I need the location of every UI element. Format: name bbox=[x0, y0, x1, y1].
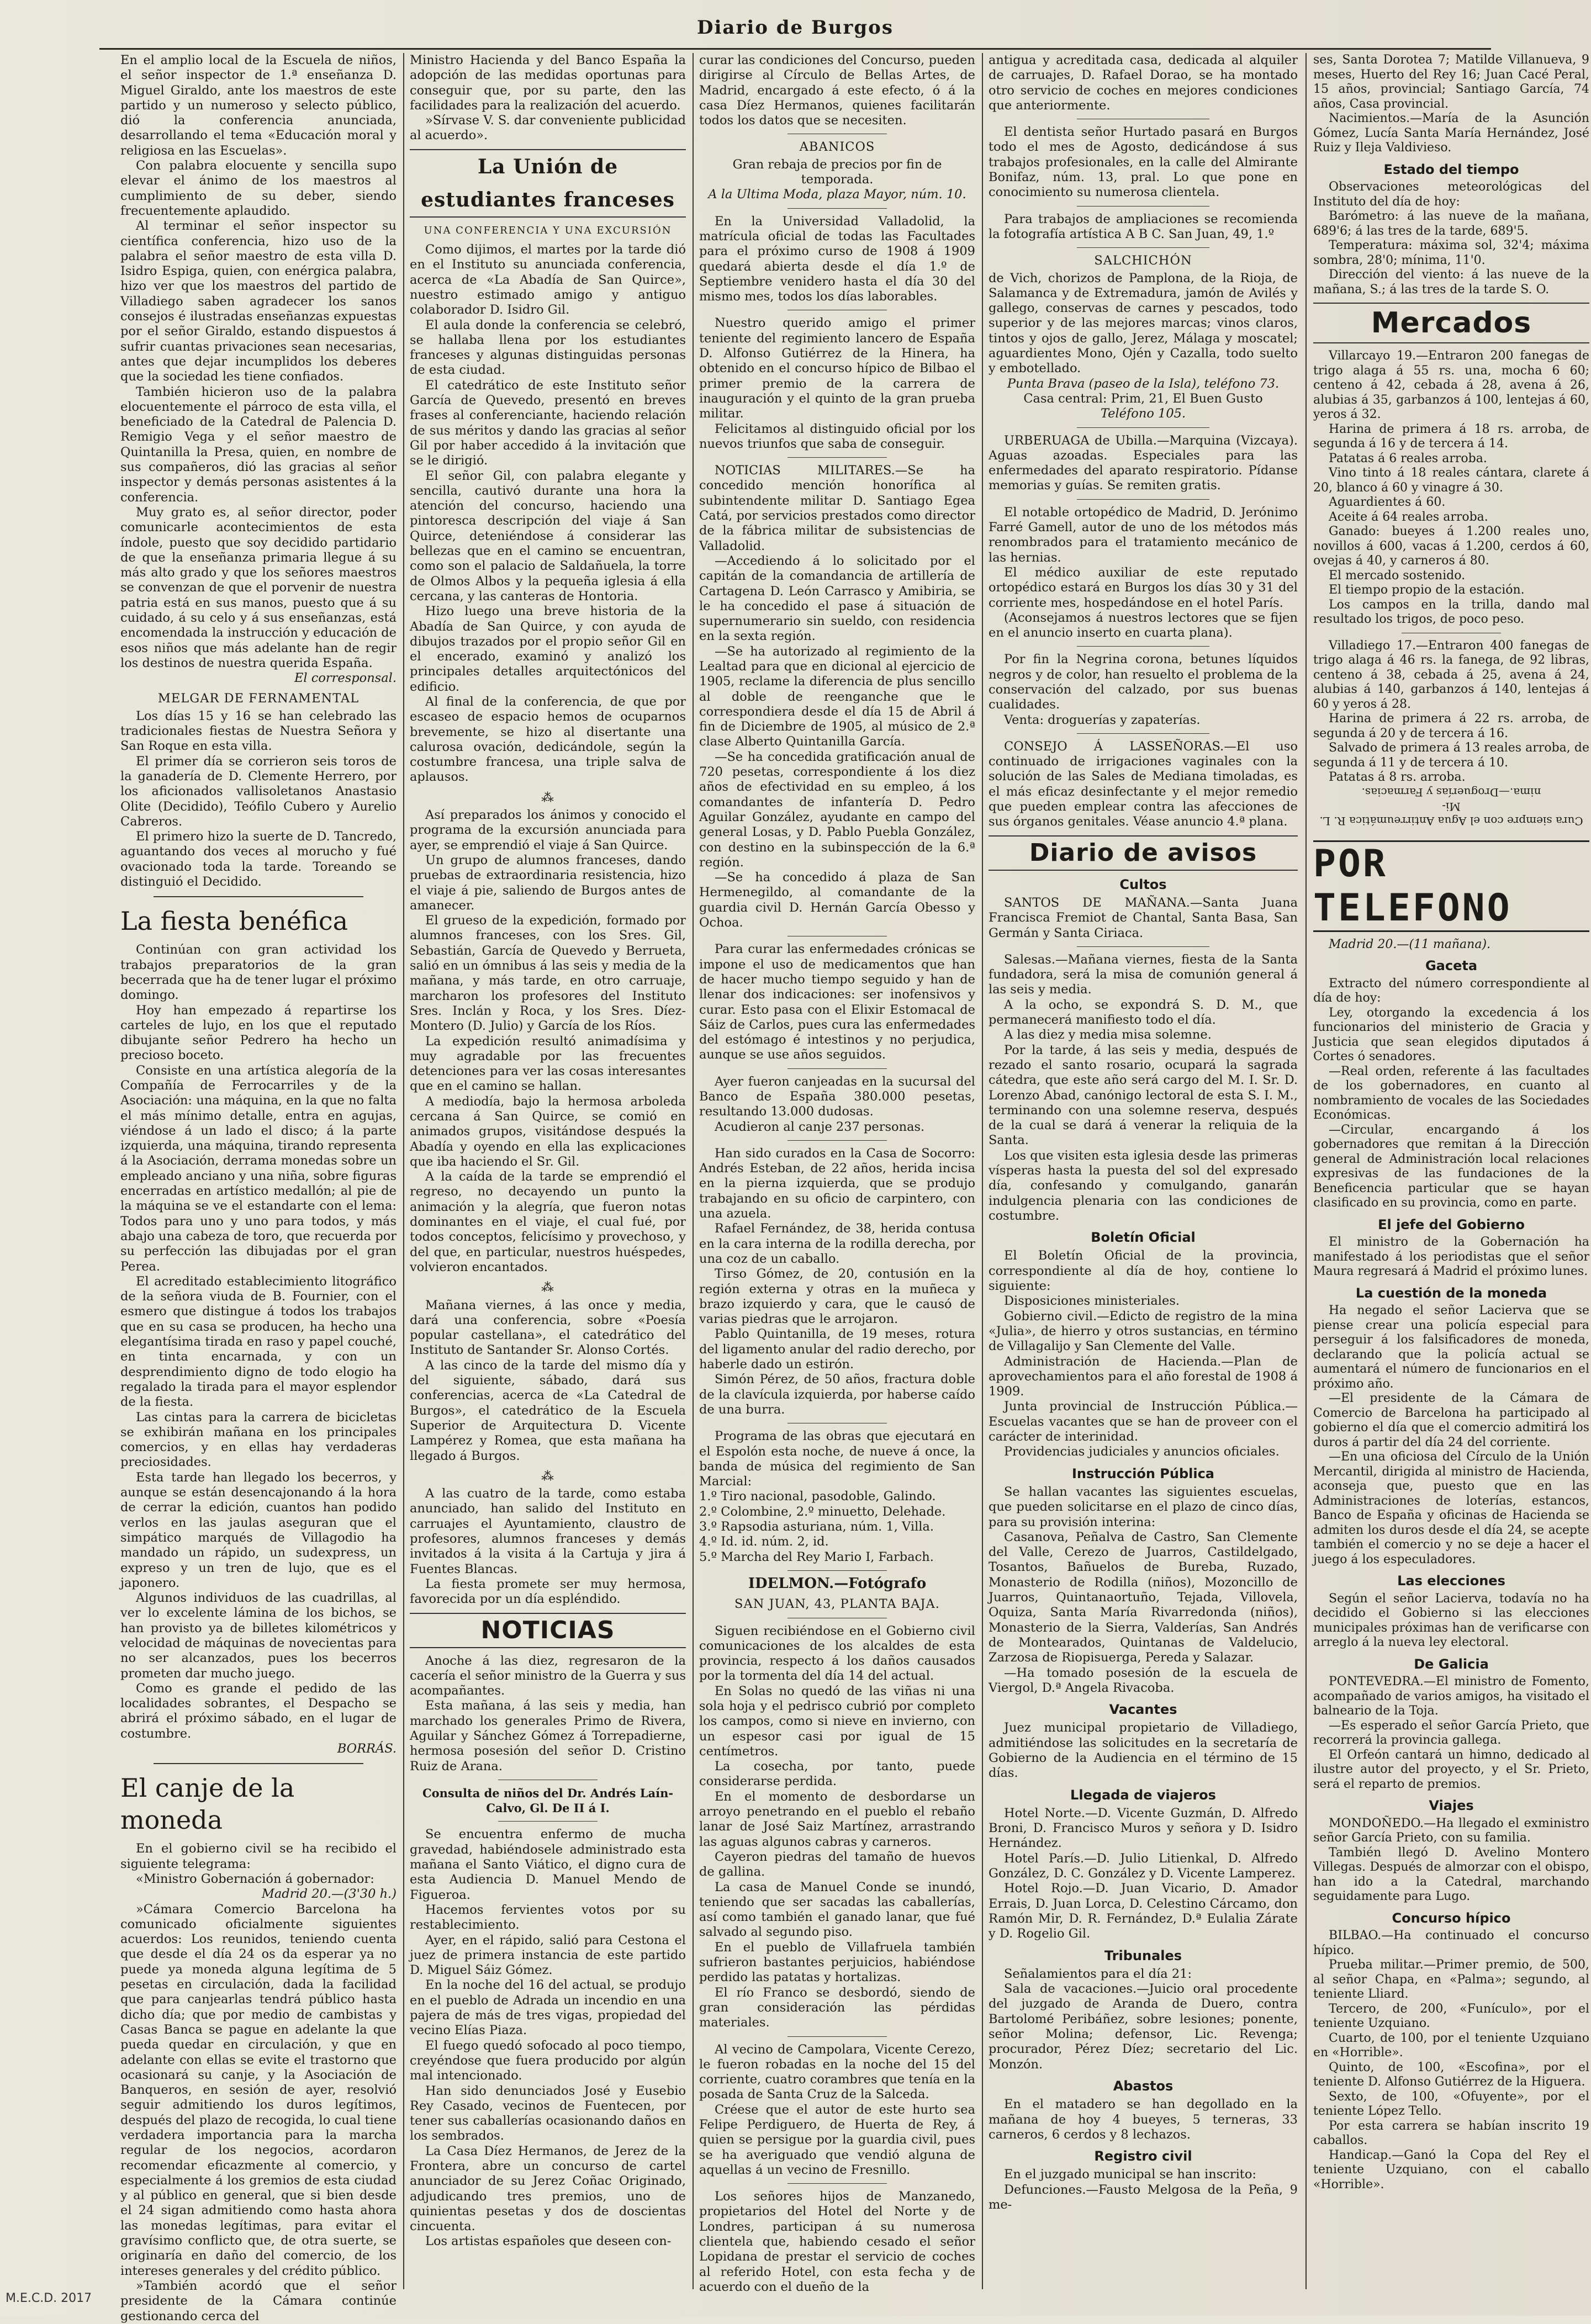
column-divider bbox=[982, 53, 983, 2289]
paragraph: Temperatura: máxima sol, 32'4; máxima sombra, 28'0; mínima, 11'0. bbox=[1313, 239, 1589, 267]
paragraph: Nacimientos.—María de la Asunción Gómez, Lucía Santa María Hernández, José Ruiz y Ileja Valdivieso. bbox=[1313, 112, 1589, 155]
column-divider bbox=[693, 53, 694, 2289]
headline-mercados: Mercados bbox=[1313, 303, 1589, 343]
paragraph: Tirso Gómez, de 20, contusión en la región externa y otras en la muñeca y brazo izquierdo y cara, que le causó de varias piedras que le arrojaron. bbox=[699, 1267, 975, 1327]
paragraph: Los días 15 y 16 se han celebrado las tradicionales fiestas de Nuestra Señora y San Roque en esta villa. bbox=[120, 708, 397, 754]
separator bbox=[787, 2036, 887, 2037]
section-galicia: De Galicia bbox=[1414, 1656, 1489, 1672]
paragraph: Al terminar el señor inspector su científica conferencia, hizo uso de la palabra el señor maestro de esta villa D. Isidro Espiga, quien, con enérgica palabra, hizo ver que los maestros del partido de Villadiego saben agradecer los sanos consejos é ilustradas enseñanzas expuestas por el señor Giraldo, estando dispuestos á sufrir cuantas privaciones sean necesarias, antes que dejar incumplidos los deberes que la sociedad les tiene confiados. bbox=[120, 219, 397, 384]
section-tribunales: Tribunales bbox=[1104, 1947, 1182, 1963]
paragraph: Ganado: bueyes á 1.200 reales uno, novillos á 600, vacas á 1.200, cerdos á 60, ovejas á 40, y carneros á 80. bbox=[1313, 525, 1589, 568]
separator bbox=[787, 208, 887, 209]
column-1 bbox=[120, 53, 397, 2323]
paragraph: Disposiciones ministeriales. bbox=[1004, 1294, 1180, 1309]
ad-consulta-ninos: Consulta de niños del Dr. Andrés Laín-Calvo, Gl. De II á I. bbox=[422, 1786, 674, 1815]
paragraph: El dentista señor Hurtado pasará en Burgos todo el mes de Agosto, dedicándose á sus trabajos profesionales, en la calle del Almirante Bonifaz, núm. 13, pral. Lo que pone en conocimiento su numerosa clientela. bbox=[989, 125, 1298, 200]
paragraph: (Aconsejamos á nuestros lectores que se fijen en el anuncio inserto en cuarta plana). bbox=[989, 610, 1298, 640]
program-item: 1.º Tiro nacional, pasodoble, Galindo. bbox=[699, 1489, 936, 1504]
program-item: 2.º Colombine, 2.º minuetto, Delehade. bbox=[699, 1504, 946, 1519]
paragraph: Muy grato es, al señor director, poder comunicarle acontecimientos de esta índole, puesto que soy decidido partidario de que la enseñanza primaria llegue á su más alto grado y que los señores maestros se convenzan de que el porvenir de nuestra patria está en sus manos, puesto que á su cuidado, á su celo y á sus enseñanzas, está encomendada la instrucción y educación de esos niños que más adelante han de regir los destinos de nuestra querida España. bbox=[120, 505, 397, 670]
paragraph: El primer día se corrieron seis toros de la ganadería de D. Clemente Herrero, por los aficionados vallisoletanos Anastasio Olite (Decidido), Teófilo Cubero y Aurelio Cabreros. bbox=[120, 754, 397, 829]
paragraph: PONTEVEDRA.—El ministro de Fomento, acompañado de varios amigos, ha visitado el balneario de la Toja. bbox=[1313, 1675, 1589, 1718]
article-teachers-conference bbox=[120, 53, 397, 686]
section-boletin: Boletín Oficial bbox=[1091, 1230, 1196, 1246]
paragraph: Junta provincial de Instrucción Pública.—Escuelas vacantes que se han de proveer con el carácter de interinidad. bbox=[989, 1399, 1298, 1444]
band-program bbox=[699, 1489, 975, 1564]
ad-line: IDELMON.—Fotógrafo bbox=[748, 1575, 927, 1592]
ad-line: Punta Brava (paseo de la Isla), teléfono 73. bbox=[1007, 376, 1280, 391]
paragraph: Casanova, Peñalva de Castro, San Clemente del Valle, Cerezo de Juarros, Castildelgado, Tosantos, Bañuelos de Bureba, Ruzado, Monasterio de Rodilla (niños), Mozoncillo de Juarros, Quintanaortuño, Tejada, Villovela, Oquiza, Santa María Rivarredonda (niños), Monasterio de la Sierra, Valderías, San Andrés de Montearados, Quintanas de Valdelucio, Zarzosa de Riopisuerga, Pereda y Salazar. bbox=[989, 1529, 1298, 1665]
masthead-rule bbox=[99, 48, 1491, 50]
paragraph: Pablo Quintanilla, de 19 meses, rotura del ligamento anular del radio derecho, por haberle dado un estirón. bbox=[699, 1327, 975, 1372]
paragraph: Harina de primera á 22 rs. arroba, de segunda á 20 y de tercera á 16. bbox=[1313, 712, 1589, 740]
article-canje-moneda bbox=[120, 1841, 397, 2324]
paragraph: El acreditado establecimiento litográfico de la señora viuda de B. Fournier, con el esmero que distingue á todos los trabajos que en su casa se producen, ha hecho una elegantísima tirada en raso y papel couché, en tinta encarnada, y con un desprendimiento digno de todo elogio ha regalado la tirada para el mayor esplendor de la fiesta. bbox=[120, 1274, 397, 1410]
paragraph: Ministro Hacienda y del Banco España la adopción de las medidas oportunas para conseguir que, por su parte, den las facilidades para la realización del acuerdo. bbox=[410, 53, 686, 113]
ad-text: de Vich, chorizos de Pamplona, de la Rioja, de Salamanca y de Extremadura, jamón de Avilés y gallego, conservas de carnes y pescados, todo superior y de las mejores marcas; vinos claros, tintos y ojos de gallo, Jerez, Málaga y moscatel; aguardientes Mono, Ojén y Cazalla, todo suelto y embotellado. bbox=[989, 271, 1298, 376]
paragraph: Observaciones meteorológicas del Instituto del día de hoy: bbox=[1313, 180, 1589, 209]
paragraph: Hotel Rojo.—D. Juan Vicario, D. Amador Errais, D. Juan Lorca, D. Celestino Cárcamo, don Ramón Mir, D. R. Fernández, D.ª Eulalia Zárate y D. Rogelio Gil. bbox=[989, 1881, 1298, 1941]
paragraph: Han sido curados en la Casa de Socorro: Andrés Esteban, de 22 años, herida incisa en la pierna izquierda, que se produjo trabajando en su oficio de carpintero, con una azuela. bbox=[699, 1146, 975, 1221]
program-item: 3.º Rapsodia asturiana, núm. 1, Villa. bbox=[699, 1520, 934, 1534]
paragraph: La cosecha, por tanto, puede considerarse perdida. bbox=[699, 1759, 975, 1789]
paragraph: El señor Gil, con palabra elegante y sencilla, cautivó durante una hora la atención del concurso, haciendo una pintoresca descripción del viaje á San Quirce, deteniéndose á considerar las bellezas que en el camino se encuentran, como son el palacio de Saldañuela, la torre de Olmos Albos y la pequeña iglesia á ella cercana, y las canteras de Hontoria. bbox=[410, 468, 686, 604]
separator bbox=[1077, 247, 1209, 248]
ad-salchichon bbox=[989, 253, 1298, 421]
ad-line: Cura siempre con el Agua Antirreumática R. L. Mi- bbox=[1319, 800, 1583, 828]
paragraph: En el juzgado municipal se han inscrito: bbox=[1004, 2167, 1256, 2182]
paragraph: Aguardientes á 60. bbox=[1329, 495, 1446, 509]
asterism: ⁂ bbox=[541, 1469, 554, 1484]
vertical-ad-space bbox=[1313, 785, 1589, 835]
separator bbox=[787, 2183, 887, 2184]
section-viajeros: Llegada de viajeros bbox=[1070, 1787, 1216, 1803]
paragraph: Esta mañana, á las seis y media, han marchado los generales Primo de Rivera, Aguilar y Sánchez Gómez á Torrepadierne, hermosa posesión del señor D. Cristino Ruiz de Arana. bbox=[410, 1698, 686, 1774]
paragraph: Sala de vacaciones.—Juicio oral procedente del juzgado de Aranda de Duero, contra Bartolomé Peribáñez, sobre lesiones; ponente, señor Molina; defensor, Lic. Revenga; procurador, Pérez Díez; secretario del Lic. Monzón. bbox=[989, 1982, 1298, 2072]
article-melgar bbox=[120, 709, 397, 890]
separator bbox=[1077, 206, 1209, 207]
ad-line: Gran rebaja de precios por fin de temporada. bbox=[732, 157, 942, 187]
paragraph: Las cintas para la carrera de bicicletas se exhibirán mañana en los principales comercios, y en ellas hay verdaderas preciosidades. bbox=[120, 1410, 397, 1470]
paragraph: Por la tarde, á las seis y media, después de rezado el santo rosario, ocupará la sagrada cátedra, que este año será cargo del M. I. Sr. D. Lorenzo Abad, canónigo lectoral de esta S. I. M., terminando con una solemne reserva, después de la cual se dará á venerar la reliquia de la Santa. bbox=[989, 1042, 1298, 1148]
paragraph: —Se ha concedida gratificación anual de 720 pesetas, correspondiente á los diez años de efectividad en su empleo, á los comandantes de infantería D. Pedro Aguilar González, ayudante en campo del general Losas, y D. Pablo Puebla González, con destino en la subinspección de la 6.ª región. bbox=[699, 749, 975, 870]
section-elecciones: Las elecciones bbox=[1397, 1573, 1505, 1589]
paragraph: En el pueblo de Villafruela también sufrieron bastantes perjuicios, habiéndose perdido las patatas y hortalizas. bbox=[699, 1940, 975, 1985]
paragraph: Administración de Hacienda.—Plan de aprovechamientos para el año forestal de 1908 á 1909. bbox=[989, 1354, 1298, 1399]
paragraph: Siguen recibiéndose en el Gobierno civil comunicaciones de los alcaldes de esta provincia, respecto á los daños causados por la tormenta del día 14 del actual. bbox=[699, 1623, 975, 1684]
signature: El corresponsal. bbox=[294, 671, 397, 686]
paragraph: Anoche á las diez, regresaron de la cacería el señor ministro de la Guerra y sus acompañantes. bbox=[410, 1653, 686, 1698]
paragraph: El ministro de la Gobernación ha manifestado á los periodistas que el señor Maura regresará á Madrid el próximo lunes. bbox=[1313, 1235, 1589, 1278]
section-instruccion: Instrucción Pública bbox=[1071, 1465, 1215, 1481]
article-noticias bbox=[410, 1654, 686, 2249]
paragraph: Juez municipal propietario de Villadiego, admitiéndose las solicitudes en la secretaría de Gobierno de la Audiencia en el término de 15 días. bbox=[989, 1720, 1298, 1781]
paragraph: La expedición resultó animadísima y muy agradable por las frecuentes detenciones para ver las cosas interesantes que en el camino se hallan. bbox=[410, 1034, 686, 1094]
paragraph: —Real orden, referente á las facultades de los gobernadores, en cuanto al nombramiento de vocales de las Sociedades Económicas. bbox=[1313, 1064, 1589, 1122]
section-tiempo: Estado del tiempo bbox=[1383, 161, 1519, 177]
paragraph: Cuarto, de 100, por el teniente Uzquiano en «Horrible». bbox=[1313, 2031, 1589, 2060]
section-gaceta: Gaceta bbox=[1425, 958, 1478, 973]
paragraph: También hicieron uso de la palabra elocuentemente el párroco de esta villa, el beneficiado de la Catedral de Palencia D. Remigio Vega y el señor maestro de Quintanilla la Presa, quien, en nombre de sus compañeros, dió las gracias al señor inspector y demás personas asistentes á la conferencia. bbox=[120, 384, 397, 505]
ad-title: SALCHICHÓN bbox=[1094, 253, 1192, 268]
paragraph: Sexto, de 100, «Ofuyente», por el teniente López Tello. bbox=[1313, 2089, 1589, 2118]
paragraph: Quinto, de 100, «Escofina», por el teniente D. Alfonso Gutiérrez de la Higuera. bbox=[1313, 2060, 1589, 2089]
section-viajes: Viajes bbox=[1429, 1798, 1474, 1813]
ad-idelmon bbox=[699, 1576, 975, 1612]
paragraph: El Boletín Oficial de la provincia, correspondiente al día de hoy, contiene lo siguiente: bbox=[989, 1248, 1298, 1294]
paragraph: Harina de primera á 18 rs. arroba, de segunda á 16 y de tercera á 14. bbox=[1313, 422, 1589, 451]
paragraph: Por esta carrera se habían inscrito 19 caballos. bbox=[1313, 2119, 1589, 2147]
program-item: 5.º Marcha del Rey Mario I, Farbach. bbox=[699, 1549, 934, 1564]
paragraph: Hizo luego una breve historia de la Abadía de San Quirce, y con ayuda de dibujos trazados por el propio señor Gil en el encerado, examinó y analizó los principales detalles arquitectónicos del edificio. bbox=[410, 604, 686, 694]
separator bbox=[1077, 733, 1209, 734]
paragraph: Tercero, de 200, «Funículo», por el teniente Uzquiano. bbox=[1313, 2002, 1589, 2030]
paragraph: A mediodía, bajo la hermosa arboleda cercana á San Quirce, se comió en animados grupos, visitándose después la Abadía y oyendo en ella las explicaciones que iba haciendo el Sr. Gil. bbox=[410, 1094, 686, 1169]
paragraph: —Circular, encargando á los gobernadores que remitan á la Dirección general de Administración local relaciones expresivas de las fundaciones de la Beneficencia particular que se hayan clasificado en su provincia, como en parte. bbox=[1313, 1123, 1589, 1210]
paragraph: La casa de Manuel Conde se inundó, teniendo que ser sacadas las caballerías, así como también el ganado lanar, que fué salvado al segundo piso. bbox=[699, 1880, 975, 1940]
paragraph: El notable ortopédico de Madrid, D. Jerónimo Farré Gamell, autor de uno de los métodos más renombrados para el tratamiento mecánico de las hernias. bbox=[989, 505, 1298, 565]
column-divider bbox=[1305, 53, 1307, 2289]
paragraph: Ayer fueron canjeadas en la sucursal del Banco de España 380.000 pesetas, resultando 13.000 dudosas. bbox=[699, 1074, 975, 1119]
paragraph: En la Universidad Valladolid, la matrícula oficial de todas las Facultades para el próximo curso de 1908 á 1909 quedará abierta desde el día 1.º de Septiembre venidero hasta el día 30 del mismo mes, todos los días laborables. bbox=[699, 214, 975, 304]
paragraph: Cayeron piedras del tamaño de huevos de gallina. bbox=[699, 1849, 975, 1880]
paragraph: «Ministro Gobernación á gobernador: bbox=[136, 1871, 374, 1886]
paragraph: Hoy han empezado á repartirse los carteles de lujo, en los que el reputado dibujante señor Pedrero ha hecho un precioso boceto. bbox=[120, 1003, 397, 1063]
paragraph: Ha negado el señor Lacierva que se piense crear una policía especial para perseguir á los falsificadores de moneda, declarando que la policía actual se aumentará el número de funcionarios en el próximo año. bbox=[1313, 1304, 1589, 1391]
paragraph: Salesas.—Mañana viernes, fiesta de la Santa fundadora, será la misa de comunión general á las seis y media. bbox=[989, 952, 1298, 997]
paragraph: Hotel París.—D. Julio Litienkal, D. Alfredo González, D. C. González y D. Vicente Lamperez. bbox=[989, 1851, 1298, 1881]
paragraph: El aula donde la conferencia se celebró, se hallaba llena por los estudiantes franceses y algunas distinguidas personas de esta ciudad. bbox=[410, 317, 686, 378]
vertical-ad-agua-antirreumatica bbox=[1313, 785, 1589, 836]
paragraph: —En una oficiosa del Círculo de la Unión Mercantil, dirigida al ministro de Hacienda, aconseja que, puesto que en las Administraciones de loterías, estancos, Banco de España y oficinas de Hacienda se admiten los duros desde el día 24, se acepte también el comercio y no se deje a hacer el juego á los especuladores. bbox=[1313, 1450, 1589, 1566]
column-divider bbox=[403, 53, 404, 2289]
paragraph: Por fin la Negrina corona, betunes líquidos negros y de color, han resuelto el problema de la conservación del calzado, por sus buenas cualidades. bbox=[989, 652, 1298, 712]
paragraph: Felicitamos al distinguido oficial por los nuevos triunfos que saba de conseguir. bbox=[699, 421, 975, 451]
separator bbox=[154, 1763, 363, 1764]
paragraph: En la noche del 16 del actual, se produjo en el pueblo de Adrada un incendio en una pajera de más de tres vigas, propiedad del vecino Elías Piaza. bbox=[410, 1978, 686, 2038]
headline-canje-moneda: El canje de la moneda bbox=[120, 1773, 295, 1835]
separator bbox=[1077, 646, 1209, 647]
paragraph: URBERUAGA de Ubilla.—Marquina (Vizcaya). Aguas azoadas. Especiales para las enfermedades del aparato respiratorio. Pídanse memorias y guías. Se remiten gratis. bbox=[989, 433, 1298, 493]
separator bbox=[1077, 427, 1209, 428]
paragraph: CONSEJO Á LASSEÑORAS.—El uso continuado de irrigaciones vaginales con la solución de las Sales de Mediana timoladas, es el más eficaz desinfectante y el mejor remedio que pueden emplear contra las afecciones de sus órganos genitales. Véase anuncio 4.ª plana. bbox=[989, 739, 1298, 829]
asterism: ⁂ bbox=[541, 1280, 554, 1295]
separator bbox=[787, 1570, 887, 1571]
program-item: 4.º Id. id. núm. 2, id. bbox=[699, 1534, 829, 1549]
paragraph: NOTICIAS MILITARES.—Se ha concedido mención honorífica al subintendente militar D. Santiago Egea Catá, por servicios prestados como director de la fábrica militar de subsistencias de Valladolid. bbox=[699, 463, 975, 553]
paragraph: También llegó D. Avelino Montero Villegas. Después de almorzar con el obispo, han ido a la Catedral, marchando seguidamente para Lugo. bbox=[1313, 1845, 1589, 1903]
paragraph: Los artistas españoles que deseen con- bbox=[425, 2234, 672, 2249]
paragraph: Hacemos fervientes votos por su restablecimiento. bbox=[410, 1902, 686, 1933]
paragraph: Se encuentra enfermo de mucha gravedad, habiéndosele administrado esta mañana el Santo Viático, el digno cura de esta Audiencia D. Manuel Mendo de Figueroa. bbox=[410, 1827, 686, 1902]
headline-diario-avisos: Diario de avisos bbox=[989, 835, 1298, 871]
paragraph: A la caída de la tarde se emprendió el regreso, no decayendo un punto la animación y la alegría, que fueron notas dominantes en el viaje, el cual fué, por todos conceptos, felicísimo y provechoso, y del que, en particular, nuestros huéspedes, volvieron encantados. bbox=[410, 1169, 686, 1274]
article-fiesta-benefica bbox=[120, 943, 397, 1756]
section-cuestion-moneda: La cuestión de la moneda bbox=[1355, 1285, 1547, 1301]
paragraph: MONDOÑEDO.—Ha llegado el exministro señor García Prieto, con su familia. bbox=[1313, 1816, 1589, 1845]
paragraph: Según el señor Lacierva, todavía no ha decidido el Gobierno si las elecciones municipales próximas han de verificarse con arreglo á la nueva ley electoral. bbox=[1313, 1591, 1589, 1649]
paragraph: El primero hizo la suerte de D. Tancredo, aguantando dos veces al morucho y fué ovacionado toda la tarde. Toreando se distinguió el Decidido. bbox=[120, 829, 397, 890]
section-vacantes: Vacantes bbox=[1109, 1702, 1177, 1718]
separator bbox=[787, 457, 887, 458]
separator bbox=[1077, 499, 1209, 500]
paragraph: Créese que el autor de este hurto sea Felipe Perdiguero, de Huerta de Rey, á quien se persigue por la guardia civil, pues se ha averiguado que vendió alguna de aquellas á un vecino de Fresnillo. bbox=[699, 2102, 975, 2177]
paragraph: curar las condiciones del Concurso, pueden dirigirse al Círculo de Bellas Artes, de Madrid, encargado á este efecto, ó á la casa Díez Hermanos, quienes facilitarán todos los datos que se necesiten. bbox=[699, 53, 975, 128]
paragraph: Con palabra elocuente y sencilla supo elevar el ánimo de los maestros al cumplimiento de su deber, siendo frecuentemente aplaudido. bbox=[120, 158, 397, 218]
section-concurso-hipico: Concurso hípico bbox=[1392, 1910, 1511, 1926]
paragraph: Señalamientos para el día 21: bbox=[1004, 1966, 1192, 1981]
paragraph: Villarcayo 19.—Entraron 200 fanegas de trigo alaga á 55 rs. una, mocha 6 60; centeno á 42, cebada á 28, avena á 26, alubias á 35, garbanzos á 100, lentejas á 60, yeros á 32. bbox=[1313, 349, 1589, 421]
paragraph: Providencias judiciales y anuncios oficiales. bbox=[1004, 1444, 1280, 1459]
paragraph: El mercado sostenido. bbox=[1329, 568, 1466, 583]
paragraph: ses, Santa Dorotea 7; Matilde Villanueva, 9 meses, Huerto del Rey 16; Juan Cacé Peral, 15 años, provincial; Santiago García, 74 años, Casa provincial. bbox=[1313, 53, 1589, 111]
headline-union-estudiantes: La Unión de estudiantes franceses bbox=[410, 149, 686, 218]
separator bbox=[154, 896, 363, 897]
paragraph: Rafael Fernández, de 38, herida contusa en la cara interna de la rodilla derecha, por una coz de un caballo. bbox=[699, 1221, 975, 1266]
paragraph: En el momento de desbordarse un arroyo penetrando en el pueblo el rebaño lanar de José Saiz Martínez, arrastrando las aguas algunos cabras y carneros. bbox=[699, 1789, 975, 1849]
paragraph: —Se ha concedido á plaza de San Hermenegildo, al comandante de la guardia civil D. Hernán García Obesso y Ochoa. bbox=[699, 870, 975, 930]
paragraph: A las cinco de la tarde del mismo día y del siguiente, sábado, dará sus conferencias, acerca de «La Catedral de Burgos», el catedrático de la Escuela Superior de Arquitectura D. Vicente Lampérez y Romea, que esta mañana ha llegado á Burgos. bbox=[410, 1358, 686, 1463]
paragraph: Ayer, en el rápido, salió para Cestona el juez de primera instancia de este partido D. Miguel Sáiz Gómez. bbox=[410, 1933, 686, 1978]
paragraph: Mañana viernes, á las once y media, dará una conferencia, sobre «Poesía popular castellana», el catedrático del Instituto de Santander Sr. Alonso Cortés. bbox=[410, 1298, 686, 1358]
paragraph: Salvado de primera á 13 reales arroba, de segunda á 11 y de tercera á 10. bbox=[1313, 741, 1589, 770]
paragraph: —El presidente de la Cámara de Comercio de Barcelona ha participado al gobierno el día que el comercio admitirá los duros á partir del día 24 del corriente. bbox=[1313, 1391, 1589, 1449]
paragraph: antigua y acreditada casa, dedicada al alquiler de carruajes, D. Rafael Dorao, se ha montado otro servicio de coches en mejores condiciones que anteriormente. bbox=[989, 53, 1298, 113]
section-jefe-gobierno: El jefe del Gobierno bbox=[1378, 1216, 1525, 1232]
ad-line: Teléfono 105. bbox=[1100, 406, 1186, 421]
ad-line: Casa central: Prim, 21, El Buen Gusto bbox=[1023, 391, 1263, 406]
signature: BORRÁS. bbox=[337, 1741, 397, 1756]
paragraph: Nuestro querido amigo el primer teniente del regimiento lancero de España D. Alfonso Gutiérrez de la Hinera, ha obtenido en el concurso hípico de Bilbao el primer premio de la carrera de inauguración y el quinto de la gran prueba militar. bbox=[699, 316, 975, 421]
paragraph: Villadiego 17.—Entraron 400 fanegas de trigo alaga á 46 rs. la fanega, de 92 libras, centeno á 38, cebada á 25, avena á 24, alubias á 140, garbanzos á 140, lentejas á 60 y yeros á 28. bbox=[1313, 638, 1589, 711]
paragraph: Consiste en una artística alegoría de la Compañía de Ferrocarriles y de la Asociación: una máquina, en la que no falta el más mínimo detalle, entra en agujas, viéndose á un lado el disco; á la parte izquierda, una máquina, tirando representa á la Asociación, derrama monedas sobre un empleado anciano y una niña, sobre figuras encerradas en artístico medallón; al pie de la máquina se ve el estandarte con el lema: Todos para uno y uno para todos, y más abajo una cabeza de toro, que recuerda por su perfección las dibujadas por el gran Perea. bbox=[120, 1063, 397, 1274]
separator bbox=[787, 1140, 887, 1141]
ad-abanicos bbox=[699, 140, 975, 202]
paragraph: En el gobierno civil se ha recibido el siguiente telegrama: bbox=[120, 1841, 397, 1871]
paragraph: Un grupo de alumnos franceses, dando pruebas de extraordinaria resistencia, hizo el viaje á pie, saliendo de Burgos antes de amanecer. bbox=[410, 853, 686, 913]
separator bbox=[787, 1068, 887, 1069]
paragraph: En el amplio local de la Escuela de niños, el señor inspector de 1.ª enseñanza D. Miguel Giraldo, ante los maestros de este partido y un numeroso y selecto público, dió la conferencia anunciada, desarrollando el tema «Educación moral y religiosa en las Escuelas». bbox=[120, 53, 397, 158]
dateline: Madrid 20.—(11 mañana). bbox=[1329, 937, 1491, 951]
paragraph: Vino tinto á 18 reales cántara, clarete á 20, blanco á 60 y vinagre á 30. bbox=[1313, 466, 1589, 495]
paragraph: La Casa Díez Hermanos, de Jerez de la Frontera, abre un concurso de cartel anunciador de su Jerez Coñac Originado, adjudicando tres premios, uno de quinientas pesetas y dos de doscientas cincuenta. bbox=[410, 2143, 686, 2234]
paragraph: Dirección del viento: á las nueve de la mañana, S.; á las tres de la tarde S. O. bbox=[1313, 268, 1589, 297]
paragraph: La fiesta promete ser muy hermosa, favorecida por un día espléndido. bbox=[410, 1576, 686, 1607]
paragraph: —Es esperado el señor García Prieto, que recorrerá la provincia gallega. bbox=[1313, 1718, 1589, 1747]
paragraph: A las diez y media misa solemne. bbox=[1004, 1028, 1212, 1042]
paragraph: »Cámara Comercio Barcelona ha comunicado oficialmente siguientes acuerdos: Los reunidos, teniendo cuenta que desde el día 24 os da esperar ya no puede ya moneda alguna legítima de 5 pesetas en circulación, dada la facilidad que para canjearlas tendrá público hasta dicho día; que por medio de cambistas y Casas Banca se pague en adelante la que pueda quedar en circulación, y que en adelante con ellas se evite el trastorno que ocasionará su canje, y la Asociación de Banqueros, en sesión de ayer, resolvió seguir admitiendo los duros legítimos, después del plazo de recogida, lo cual tiene verdadera importancia para la marcha regular de los negocios, acordaron recomendar eficazmente al comercio, y especialmente á los gremios de esta ciudad y al público en general, que si bien desde el 24 sigan admitiendo como hasta ahora las monedas legítimas, para evitar el gravísimo conflicto que, de otra suerte, se originaría en daño del comercio, de los intereses generales y del crédito público. bbox=[120, 1902, 397, 2278]
paragraph: En el matadero se han degollado en la mañana de hoy 4 bueyes, 5 terneras, 33 carneros, 6 cerdos y 8 lechazos. bbox=[989, 2097, 1298, 2142]
paragraph: Venta: droguerías y zapaterías. bbox=[1004, 712, 1201, 727]
paragraph: Hotel Norte.—D. Vicente Guzmán, D. Alfredo Broni, D. Francisco Muros y señora y D. Isidro Hernández. bbox=[989, 1806, 1298, 1851]
paragraph: Así preparados los ánimos y conocido el programa de la excursión anunciada para ayer, se emprendió el viaje á San Quirce. bbox=[410, 808, 686, 853]
section-abastos: Abastos bbox=[1113, 2078, 1174, 2094]
archive-mark: M.E.C.D. 2017 bbox=[6, 2291, 92, 2305]
ad-title: ABANICOS bbox=[799, 140, 875, 155]
article-noticias-militares bbox=[699, 463, 975, 930]
paragraph: El Orfeón cantará un himno, dedicado al ilustre autor del proyecto, y el Sr. Prieto, será el reparto de premios. bbox=[1313, 1748, 1589, 1791]
section-registro: Registro civil bbox=[1094, 2148, 1192, 2164]
separator bbox=[1077, 946, 1209, 947]
paragraph: Al vecino de Campolara, Vicente Cerezo, le fueron robadas en la noche del 15 del corriente, cuatro corambres que tenía en la posada de Santa Cruz de la Salceda. bbox=[699, 2042, 975, 2102]
headline-por-telefono: POR TELEFONO bbox=[1313, 840, 1589, 932]
paragraph: Continúan con gran actividad los trabajos preparatorios de la gran becerrada que ha de tener lugar el próximo domingo. bbox=[120, 943, 397, 1003]
paragraph: Simón Pérez, de 50 años, fractura doble de la clavícula izquierda, por haberse caído de una burra. bbox=[699, 1372, 975, 1417]
paragraph: Como dijimos, el martes por la tarde dió en el Instituto su anunciada conferencia, acerca de «La Abadía de San Quirce», nuestro estimado amigo y antiguo colaborador D. Isidro Gil. bbox=[410, 242, 686, 317]
paragraph: Algunos individuos de las cuadrillas, al ver lo excelente lámina de los bichos, se han provisto ya de billetes kilométricos y velocidad de máquinas de novecientas para no ser alcanzados, pues los becerros prometen dar mucho juego. bbox=[120, 1591, 397, 1681]
telegram-date: Madrid 20.—(3'30 h.) bbox=[261, 1887, 397, 1902]
paragraph: —Accediendo á lo solicitado por el capitán de la comandancia de artillería de Cartagena D. León Carrasco y Amibiria, se le ha concedido el pase á situación de supernumerario sin sueldo, con residencia en la sexta región. bbox=[699, 553, 975, 644]
paragraph: A la ocho, se expondrá S. D. M., que permanecerá manifiesto todo el día. bbox=[989, 997, 1298, 1028]
paragraph: —Ha tomado posesión de la escuela de Viergol, D.ª Angela Rivacoba. bbox=[989, 1665, 1298, 1695]
paragraph: SANTOS DE MAÑANA.—Santa Juana Francisca Fremiot de Chantal, Santa Basa, San Germán y Santa Ciriaca. bbox=[989, 895, 1298, 940]
paragraph: Programa de las obras que ejecutará en el Espolón esta noche, de nueve á once, la banda de música del regimiento de San Marcial: bbox=[699, 1429, 975, 1489]
paragraph: Patatas á 6 reales arroba. bbox=[1329, 451, 1487, 465]
paragraph: El grueso de la expedición, formado por alumnos franceses, con los Sres. Gil, Sebastián, García de Quevedo y Berrueta, salió en un ómnibus á las seis y media de la mañana, y más tarde, en otro carruaje, marcharon los profesores del Instituto Sres. Inclán y Roca, y los Sres. Díez-Montero (D. Julio) y García de los Ríos. bbox=[410, 913, 686, 1034]
paragraph: El río Franco se desbordó, siendo de gran consideración las pérdidas materiales. bbox=[699, 1985, 975, 2030]
paragraph: Patatas á 8 rs. arroba. bbox=[1329, 770, 1466, 784]
paragraph: Como es grande el pedido de las localidades sobrantes, el Despacho se abrirá el próximo sábado, en el lugar de costumbre. bbox=[120, 1681, 397, 1741]
paragraph: El fuego quedó sofocado al poco tiempo, creyéndose que fuera producido por algún mal intencionado. bbox=[410, 2038, 686, 2083]
paragraph: Defunciones.—Fausto Melgosa de la Peña, 9 me- bbox=[989, 2182, 1298, 2212]
paragraph: Barómetro: á las nueve de la mañana, 689'6; á las tres de la tarde, 689'5. bbox=[1313, 209, 1589, 238]
paragraph: Se hallan vacantes las siguientes escuelas, que pueden solicitarse en el plazo de cinco días, para su provisión interina: bbox=[989, 1484, 1298, 1529]
asterism: ⁂ bbox=[541, 790, 554, 805]
dateline-place: MELGAR DE FERNAMENTAL bbox=[157, 691, 360, 706]
paragraph: Esta tarde han llegado los becerros, y aunque se están desencajonando á la hora de cerrar la edición, cuantos han podido verlos en las jaulas aseguran que el simpático marqués de Villagodio ha mandado un rápido, un sudexpress, un expreso y un tren de lujo, que es el japonero. bbox=[120, 1470, 397, 1590]
paragraph: Ley, otorgando la excedencia á los funcionarios del ministerio de Gracia y Justicia que sean elegidos diputados á Cortes ó senadores. bbox=[1313, 1005, 1589, 1063]
paragraph: Prueba militar.—Primer premio, de 500, al señor Chapa, en «Palma»; segundo, al teniente Lliard. bbox=[1313, 1958, 1589, 2001]
paragraph: »También acordó que el señor presidente de la Cámara continúe gestionando cerca del bbox=[120, 2278, 397, 2323]
paragraph: Gobierno civil.—Edicto de registro de la mina «Julia», de hierro y otros sustancias, en término de Villagalijo y San Clemente del Valle. bbox=[989, 1309, 1298, 1354]
paragraph: Los señores hijos de Manzanedo, propietarios del Hotel del Norte y de Londres, participan á su numerosa clientela que, habiendo cesado el señor Lopidana de prestar el servicio de coches al referido Hotel, con esta fecha y de acuerdo con el dueño de la bbox=[699, 2189, 975, 2294]
paragraph: Handicap.—Ganó la Copa del Rey el teniente Uzquiano, con el caballo «Horrible». bbox=[1313, 2148, 1589, 2191]
paragraph: Al final de la conferencia, de que por escaseo de espacio hemos de ocuparnos brevemente, se hizo al disertante una calurosa ovación, dedicándole, según la costumbre francesa, una triple salva de aplausos. bbox=[410, 694, 686, 785]
headline-fiesta-benefica: La fiesta benéfica bbox=[120, 906, 348, 936]
paragraph: Extracto del número correspondiente al día de hoy: bbox=[1313, 976, 1589, 1005]
ad-line: nima.—Droguerías y Farmacias. bbox=[1361, 785, 1541, 799]
paragraph: El tiempo propio de la estación. bbox=[1329, 583, 1525, 597]
column-5 bbox=[1313, 53, 1589, 2289]
paragraph: Para trabajos de ampliaciones se recomienda la fotografía artística A B C. San Juan, 49, 1.º bbox=[989, 211, 1298, 241]
paragraph: Para curar las enfermedades crónicas se impone el uso de medicamentos que han de hacer mucho tiempo seguido y han de llenar dos indicaciones: ser inofensivos y curar. Esto pasa con el Elixir Estomacal de Sáiz de Carlos, pues cura las enfermedades del estómago é intestinos y no perjudica, aunque se use años seguidos. bbox=[699, 942, 975, 1062]
article-union-estudiantes bbox=[410, 242, 686, 1607]
paragraph: BILBAO.—Ha continuado el concurso hípico. bbox=[1313, 1929, 1589, 1957]
paragraph: Los campos en la trilla, dando mal resultado los trigos, de poco peso. bbox=[1313, 597, 1589, 626]
headline-noticias: NOTICIAS bbox=[410, 1613, 686, 1648]
paragraph: A las cuatro de la tarde, como estaba anunciado, han salido del Instituto en carruajes el Ayuntamiento, claustro de profesores, alumnos franceses y demás invitados á la visita á la Cartuja y jira á Fuentes Blancas. bbox=[410, 1486, 686, 1576]
ad-line: A la Ultima Moda, plaza Mayor, núm. 10. bbox=[708, 187, 966, 202]
paragraph: —Se ha autorizado al regimiento de la Lealtad para que en dicional al ejercicio de 1905, reclame la diferencia de plus sencillo al doble de reenganche que le correspondiera desde el día 15 de Abril á fin de Diciembre de 1905, al músico de 2.ª clase Alberto Quintanilla García. bbox=[699, 644, 975, 749]
subheadline: UNA CONFERENCIA Y UNA EXCURSIÓN bbox=[424, 224, 672, 236]
column-3 bbox=[699, 53, 975, 2294]
column-2 bbox=[410, 53, 686, 2289]
paragraph: En Solas no quedó de las viñas ni una sola hoja y el pedrisco cubrió por completo los campos, como si nieve en invierno, con un espesor casi por igual de 15 centímetros. bbox=[699, 1684, 975, 1759]
paragraph: »Sírvase V. S. dar conveniente publicidad al acuerdo». bbox=[410, 113, 686, 143]
newspaper-title: Diario de Burgos bbox=[697, 17, 894, 39]
masthead bbox=[99, 17, 1491, 50]
paragraph: El catedrático de este Instituto señor García de Quevedo, presentó en breves frases al conferenciante, haciendo relación de sus méritos y dando las gracias al señor Gil por haber accedido á la invitación que se le dirigió. bbox=[410, 378, 686, 468]
paragraph: Aceite á 64 reales arroba. bbox=[1329, 510, 1488, 524]
paragraph: Acudieron al canje 237 personas. bbox=[715, 1119, 925, 1134]
ad-line: SAN JUAN, 43, PLANTA BAJA. bbox=[734, 1597, 940, 1612]
paragraph: Han sido denunciados José y Eusebio Rey Casado, vecinos de Fuentecen, por tener sus caballerías ocasionando daños en los sembrados. bbox=[410, 2083, 686, 2143]
paragraph: Los que visiten esta iglesia desde las primeras vísperas hasta la puesta del sol del expresado día, confesando y comulgando, ganarán indulgencia plenaria con las condiciones de costumbre. bbox=[989, 1148, 1298, 1223]
section-cultos: Cultos bbox=[1119, 876, 1167, 892]
paragraph: El médico auxiliar de este reputado ortopédico estará en Burgos los días 30 y 31 del corriente mes, hospedándose en el hotel París. bbox=[989, 565, 1298, 610]
separator bbox=[498, 1821, 598, 1822]
column-4 bbox=[989, 53, 1298, 2289]
